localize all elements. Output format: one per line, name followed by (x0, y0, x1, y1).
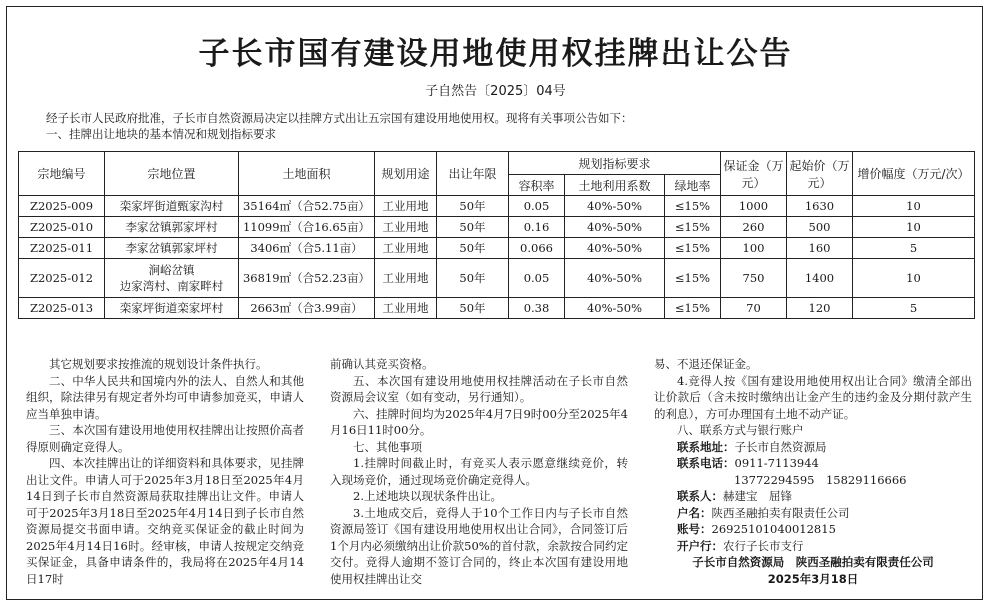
header-code: 宗地编号 (19, 152, 105, 196)
contact-phone: 联系电话：0911-7113944 (677, 456, 819, 470)
cell-location: 李家岔镇郭家坪村 (105, 238, 239, 259)
paragraph: 四、本次挂牌出让的详细资料和具体要求，见挂牌出让文件。申请人可于2025年3月18日至2025年4月14日到子长市自然资源局获取挂牌出让文件。申请人可于2025年3月18日至2025年4月14日到子长市自然资源局提交书面申请。交纳竞买保证金的截止时间为2025年4月14日16时。经审核，申请人按规定交纳竞买保证金，具备申请条件的，我局将在2025年4月14日17时 (26, 456, 304, 586)
document-number: 子自然告〔2025〕04号 (425, 84, 566, 99)
header-location: 宗地位置 (105, 152, 239, 196)
notice-title: 子长市国有建设用地使用权挂牌出让公告 (198, 36, 793, 72)
cell-location: 栾家坪街道栾家坪村 (105, 298, 239, 319)
header-far: 容积率 (509, 175, 565, 196)
cell-location (105, 259, 239, 298)
paragraph: 二、中华人民共和国境内外的法人、自然人和其他组织，除法律另有规定者外均可申请参加竞买，申请人应当单独申请。 (26, 373, 304, 421)
bank: 开户行：农行子长市支行 (677, 538, 804, 553)
cell-area: 36819㎡（合52.23亩） (239, 259, 375, 298)
cell-deposit: 1000 (721, 196, 787, 217)
section-heading-1: 一、挂牌出让地块的基本情况和规划指标要求 (46, 127, 276, 141)
cell-far: 0.38 (509, 298, 565, 319)
cell-start-price: 1400 (787, 259, 853, 298)
cell-term: 50年 (437, 298, 509, 319)
cell-green: ≤15% (665, 238, 721, 259)
cell-increment: 5 (853, 238, 975, 259)
cell-green: ≤15% (665, 259, 721, 298)
text-column-2 (330, 356, 628, 587)
cell-deposit: 260 (721, 217, 787, 238)
header-deposit: 保证金（万元） (721, 152, 787, 196)
header-start-price: 起始价（万元） (787, 152, 853, 196)
cell-area: 2663㎡（合3.99亩） (239, 298, 375, 319)
section-heading-8: 八、联系方式与银行账户 (677, 423, 804, 437)
cell-increment: 10 (853, 259, 975, 298)
header-coverage: 土地利用系数 (565, 175, 665, 196)
header-use: 规划用途 (375, 152, 437, 196)
cell-increment: 5 (853, 298, 975, 319)
cell-area: 11099㎡（合16.65亩） (239, 217, 375, 238)
paragraph: 前确认其竞买资格。 (330, 357, 434, 371)
issue-date: 2025年3月18日 (767, 571, 859, 586)
location-line-1: 涧峪岔镇 (148, 263, 195, 277)
cell-area: 3406㎡（合5.11亩） (239, 238, 375, 259)
header-planning: 规划指标要求 (509, 152, 721, 175)
text-column-3 (654, 356, 972, 587)
contact-address: 联系地址：子长市自然资源局 (677, 439, 827, 454)
cell-start-price: 160 (787, 238, 853, 259)
cell-coverage: 40%-50% (565, 238, 665, 259)
paragraph: 3.土地成交后，竞得人于10个工作日内与子长市自然资源局签订《国有建设用地使用权出让合同》，合同签订后1个月内必须缴纳出让价款50%的首付款，余款按合同约定交付。竞得人逾期不签订合同的，终止本次国有建设用地使用权挂牌出让交 (330, 505, 628, 586)
cell-deposit: 100 (721, 238, 787, 259)
cell-use: 工业用地 (375, 259, 437, 298)
cell-deposit: 750 (721, 259, 787, 298)
paragraph: 七、其他事项 (353, 439, 422, 454)
cell-green: ≤15% (665, 196, 721, 217)
cell-green: ≤15% (665, 298, 721, 319)
cell-term: 50年 (437, 196, 509, 217)
cell-increment: 10 (853, 217, 975, 238)
cell-start-price: 1630 (787, 196, 853, 217)
cell-coverage: 40%-50% (565, 196, 665, 217)
header-term: 出让年限 (437, 152, 509, 196)
cell-use: 工业用地 (375, 298, 437, 319)
cell-start-price: 500 (787, 217, 853, 238)
paragraph: 4.竞得人按《国有建设用地使用权出让合同》缴清全部出让价款后（含未按时缴纳出让金产生的违约金及分期付款产生的利息），方可办理国有土地不动产证。 (654, 373, 972, 421)
cell-code: Z2025-013 (19, 298, 105, 319)
cell-term: 50年 (437, 217, 509, 238)
cell-code: Z2025-010 (19, 217, 105, 238)
paragraph: 五、本次国有建设用地使用权挂牌活动在子长市自然资源局会议室（如有变动，另行通知）。 (330, 373, 628, 404)
cell-location: 李家岔镇郭家坪村 (105, 217, 239, 238)
cell-area: 35164㎡（合52.75亩） (239, 196, 375, 217)
cell-far: 0.066 (509, 238, 565, 259)
cell-coverage: 40%-50% (565, 298, 665, 319)
account-number: 账号：26925101040012815 (677, 522, 836, 536)
header-increment: 增价幅度（万元/次） (853, 152, 975, 196)
paragraph: 2.上述地块以现状条件出让。 (353, 489, 502, 503)
cell-code: Z2025-012 (19, 259, 105, 298)
cell-increment: 10 (853, 196, 975, 217)
cell-use: 工业用地 (375, 196, 437, 217)
cell-use: 工业用地 (375, 238, 437, 259)
cell-coverage: 40%-50% (565, 259, 665, 298)
table-row (19, 298, 975, 319)
location-line-2: 边家湾村、南家畔村 (119, 279, 224, 293)
intro-paragraph: 经子长市人民政府批准，子长市自然资源局决定以挂牌方式出让五宗国有建设用地使用权。现将有关事项公告如下： (46, 111, 633, 125)
cell-term: 50年 (437, 238, 509, 259)
table-row (19, 238, 975, 259)
contact-phone-mobile: 13772294595 15829116666 (734, 472, 907, 487)
cell-far: 0.05 (509, 196, 565, 217)
text-column-1 (26, 356, 304, 587)
cell-start-price: 120 (787, 298, 853, 319)
cell-deposit: 70 (721, 298, 787, 319)
paragraph: 六、挂牌时间均为2025年4月7日9时00分至2025年4月16日11时00分。 (330, 406, 628, 437)
paragraph: 1.挂牌时间截止时，有竞买人表示愿意继续竞价，转入现场竞价，通过现场竞价确定竞得人。 (330, 456, 628, 487)
header-area: 土地面积 (239, 152, 375, 196)
account-name: 户名：陕西圣融拍卖有限责任公司 (677, 505, 850, 520)
cell-far: 0.16 (509, 217, 565, 238)
contact-person: 联系人：赫建宝 屈锋 (677, 489, 792, 503)
header-green: 绿地率 (665, 175, 721, 196)
paragraph: 易、不退还保证金。 (654, 357, 758, 371)
cell-coverage: 40%-50% (565, 217, 665, 238)
paragraph: 三、本次国有建设用地使用权挂牌出让按照价高者得原则确定竞得人。 (26, 423, 304, 454)
cell-term: 50年 (437, 259, 509, 298)
table-row (19, 259, 975, 298)
cell-code: Z2025-011 (19, 238, 105, 259)
paragraph: 其它规划要求按推流的规划设计条件执行。 (49, 357, 268, 371)
cell-green: ≤15% (665, 217, 721, 238)
cell-code: Z2025-009 (19, 196, 105, 217)
cell-use: 工业用地 (375, 217, 437, 238)
cell-far: 0.05 (509, 259, 565, 298)
table-row (19, 217, 975, 238)
land-parcel-table (18, 151, 975, 319)
cell-location: 栾家坪街道甄家沟村 (105, 196, 239, 217)
table-row (19, 196, 975, 217)
issuer: 子长市自然资源局 陕西圣融拍卖有限责任公司 (692, 555, 934, 569)
